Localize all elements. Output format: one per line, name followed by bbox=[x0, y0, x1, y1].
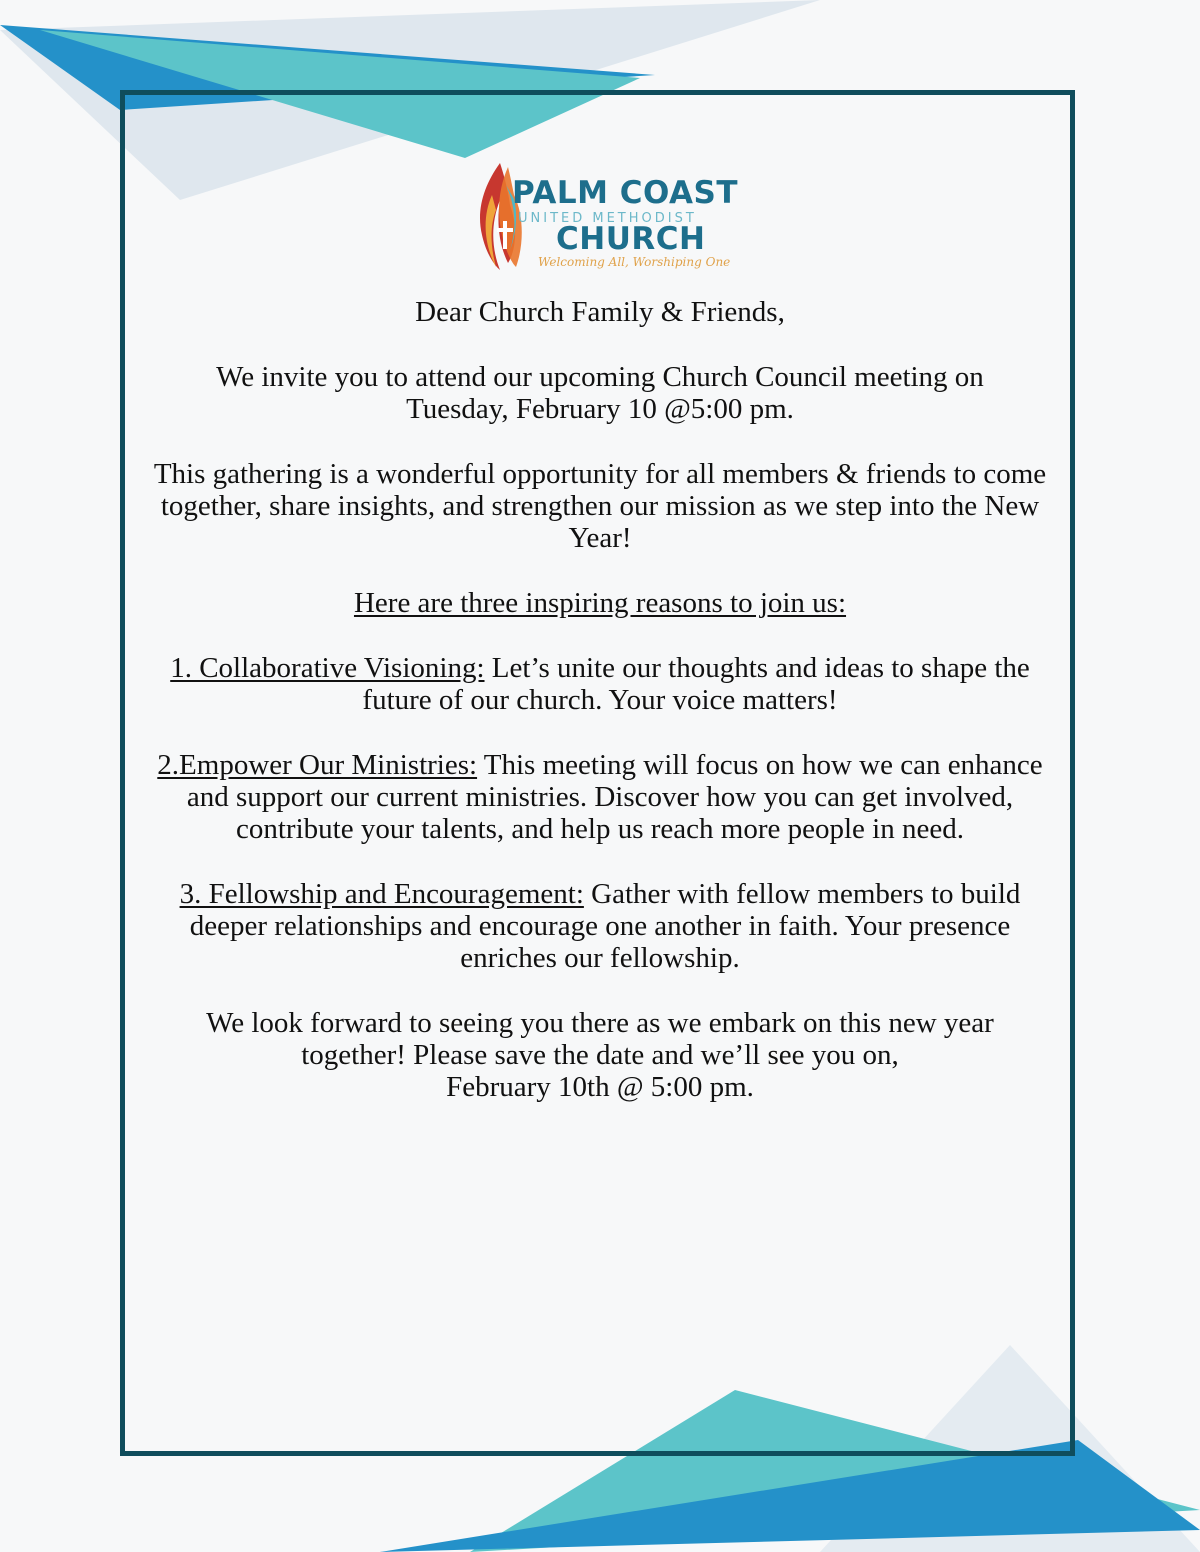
logo-tagline: Welcoming All, Worshiping One bbox=[538, 255, 731, 269]
reason-title: 2.Empower Our Ministries: bbox=[157, 749, 478, 781]
logo-name-line3: CHURCH bbox=[556, 221, 706, 257]
logo-name-line2: UNITED METHODIST bbox=[518, 211, 697, 226]
church-logo bbox=[470, 155, 740, 275]
closing-paragraph bbox=[150, 1007, 1050, 1103]
reason-item bbox=[150, 652, 1050, 716]
reason-item bbox=[150, 878, 1050, 974]
gathering-paragraph: This gathering is a wonderful opportunity for all members & friends to come together, share insights, and strengthen our mission as we step into the New Year! bbox=[153, 458, 1047, 554]
reason-text: This meeting will focus on how we can enhance and support our current ministries. Discover how you can get involved, contribute your talents, and help us reach more people in need. bbox=[186, 749, 1043, 845]
reason-text: Let’s unite our thoughts and ideas to shape the future of our church. Your voice matters! bbox=[362, 652, 1030, 716]
greeting: Dear Church Family & Friends, bbox=[415, 296, 785, 328]
letter-body bbox=[150, 296, 1050, 1136]
logo-name-line1: PALM COAST bbox=[512, 175, 738, 211]
invitation-paragraph bbox=[150, 361, 1050, 425]
closing-line3: February 10th @ 5:00 pm. bbox=[446, 1071, 754, 1103]
invitation-line2: Tuesday, February 10 @5:00 pm. bbox=[406, 393, 794, 425]
reason-title: 1. Collaborative Visioning: bbox=[170, 652, 485, 684]
invitation-line1: We invite you to attend our upcoming Church Council meeting on bbox=[216, 361, 984, 393]
reason-text: Gather with fellow members to build deeper relationships and encourage one another in faith. Your presence enriches our fellowship. bbox=[189, 878, 1021, 974]
closing-line1: We look forward to seeing you there as we embark on this new year bbox=[206, 1007, 994, 1039]
reasons-heading: Here are three inspiring reasons to join us: bbox=[353, 587, 847, 619]
reason-title: 3. Fellowship and Encouragement: bbox=[179, 878, 584, 910]
reason-item bbox=[150, 749, 1050, 845]
closing-line2: together! Please save the date and we’ll see you on, bbox=[301, 1039, 899, 1071]
